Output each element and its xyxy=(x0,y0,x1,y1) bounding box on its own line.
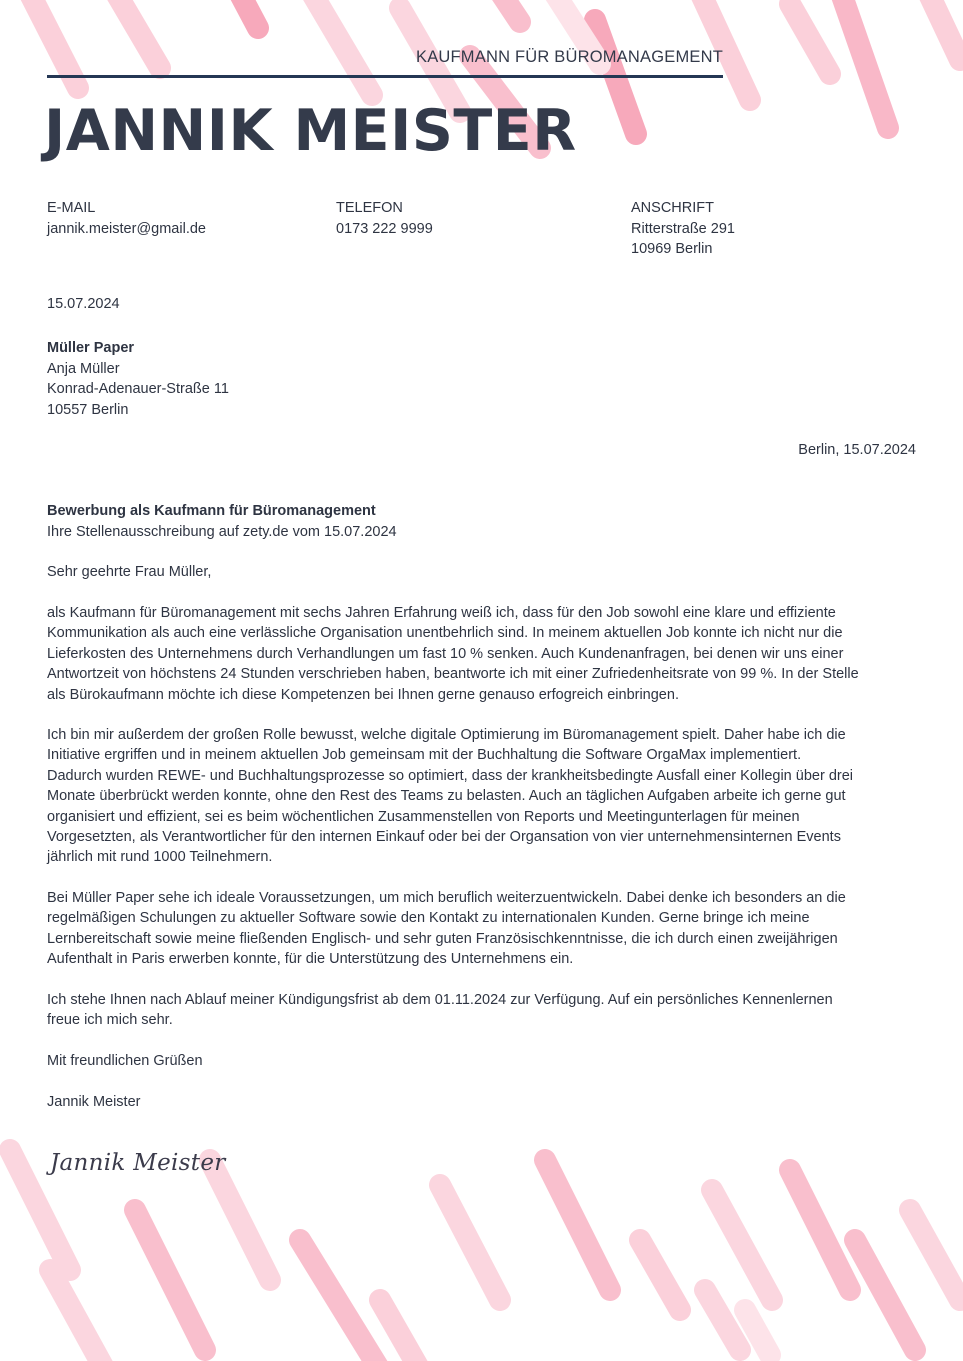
paragraph-line: Ich stehe Ihnen nach Ablauf meiner Kündigungsfrist ab dem 01.11.2024 zur Verfügung. Auf ein persönliches Kennenlernen xyxy=(47,992,833,1008)
header-divider xyxy=(47,75,723,78)
subject-line: Bewerbung als Kaufmann für Büromanagement xyxy=(47,503,376,519)
paragraph-line: jährlich mit rund 1000 Teilnehmern. xyxy=(47,849,273,866)
body-paragraph-4 xyxy=(47,990,917,1031)
handwritten-signature: Jannik Meister xyxy=(50,1150,226,1176)
paragraph-line: Bei Müller Paper sehe ich ideale Voraussetzungen, um mich beruflich weiterzuentwickeln. Dabei denke ich besonders an die xyxy=(47,890,846,906)
job-title: KAUFMANN FÜR BÜROMANAGEMENT xyxy=(416,48,723,66)
paragraph-line: Lernbereitschaft sowie meine fließenden Englisch- und sehr guten Französischkenntnisse, die ich durch einen zweijährigen xyxy=(47,930,838,947)
recipient-person: Anja Müller xyxy=(47,360,120,377)
body-paragraph-2 xyxy=(47,725,917,868)
address-street: Ritterstraße 291 xyxy=(631,220,735,237)
paragraph-line: Monate überbrückt werden konnte, ohne den Rest des Teams zu belasten. Auch an täglichen Aufgaben arbeite ich gerne gut xyxy=(47,788,846,805)
paragraph-line: als Bürokaufmann möchte ich diese Kompetenzen bei Ihnen gerne genauso erfogreich einbringen. xyxy=(47,686,679,703)
address-city: 10969 Berlin xyxy=(631,241,713,257)
applicant-name: JANNIK MEISTER xyxy=(44,98,577,164)
paragraph-line: organisiert und effizient, sei es beim wöchentlichen Zusammenstellen von Reports und Meetingunterlagen für meinen xyxy=(47,808,800,825)
signer-name: Jannik Meister xyxy=(47,1094,141,1110)
paragraph-line: Lieferkosten des Unternehmens durch Verhandlungen um fast 10 % senken. Auch Kundenanfragen, bei denen wir uns einer xyxy=(47,645,844,662)
phone-value: 0173 222 9999 xyxy=(336,220,433,237)
paragraph-line: Kommunikation als auch eine verlässliche Organisation unentbehrlich sind. In meinem aktuellen Job konnte ich nicht nur die xyxy=(47,625,843,642)
paragraph-line: Aufenthalt in Paris erwerben konnte, für die Unterstützung des Unternehmens ein. xyxy=(47,951,574,968)
address-label: ANSCHRIFT xyxy=(631,200,714,216)
place-date: Berlin, 15.07.2024 xyxy=(798,442,916,458)
paragraph-line: Dadurch wurden REWE- und Buchhaltungsprozesse so optimiert, dass der krankheitsbedingte Ausfall einer Kollegin über drei xyxy=(47,767,853,784)
paragraph-line: freue ich mich sehr. xyxy=(47,1012,173,1029)
reference-line: Ihre Stellenausschreibung auf zety.de vom 15.07.2024 xyxy=(47,523,397,540)
paragraph-line: Vorgesetzten, als Verantwortlicher für den internen Einkauf oder bei der Organsation von vier unternehmensinternen Events xyxy=(47,829,841,846)
salutation: Sehr geehrte Frau Müller, xyxy=(47,564,212,580)
email-label: E-MAIL xyxy=(47,200,96,216)
paragraph-line: Antwortzeit von höchstens 24 Stunden verschrieben haben, beantworte ich mit einer Zufriedenheitsrate von 99 %. In der Stelle xyxy=(47,666,859,683)
phone-label: TELEFON xyxy=(336,200,403,216)
email-value: jannik.meister@gmail.de xyxy=(47,220,206,237)
recipient-city: 10557 Berlin xyxy=(47,401,129,418)
paragraph-line: als Kaufmann für Büromanagement mit sechs Jahren Erfahrung weiß ich, dass für den Job sowohl eine klare und effiziente xyxy=(47,605,836,621)
paragraph-line: Ich bin mir außerdem der großen Rolle bewusst, welche digitale Optimierung im Büromanagement spielt. Daher habe ich die xyxy=(47,727,846,743)
recipient-company: Müller Paper xyxy=(47,340,135,356)
paragraph-line: Initiative ergriffen und in meinem aktuellen Job gemeinsam mit der Buchhaltung die Software OrgaMax implementiert. xyxy=(47,747,802,764)
recipient-street: Konrad-Adenauer-Straße 11 xyxy=(47,381,229,397)
body-paragraph-1 xyxy=(47,603,917,705)
paragraph-line: regelmäßigen Schulungen zu aktueller Software sowie den Kontakt zu internationalen Kunden. Gerne bringe ich meine xyxy=(47,910,810,927)
closing: Mit freundlichen Grüßen xyxy=(47,1053,203,1069)
letter-date: 15.07.2024 xyxy=(47,296,120,312)
body-paragraph-3 xyxy=(47,888,917,970)
